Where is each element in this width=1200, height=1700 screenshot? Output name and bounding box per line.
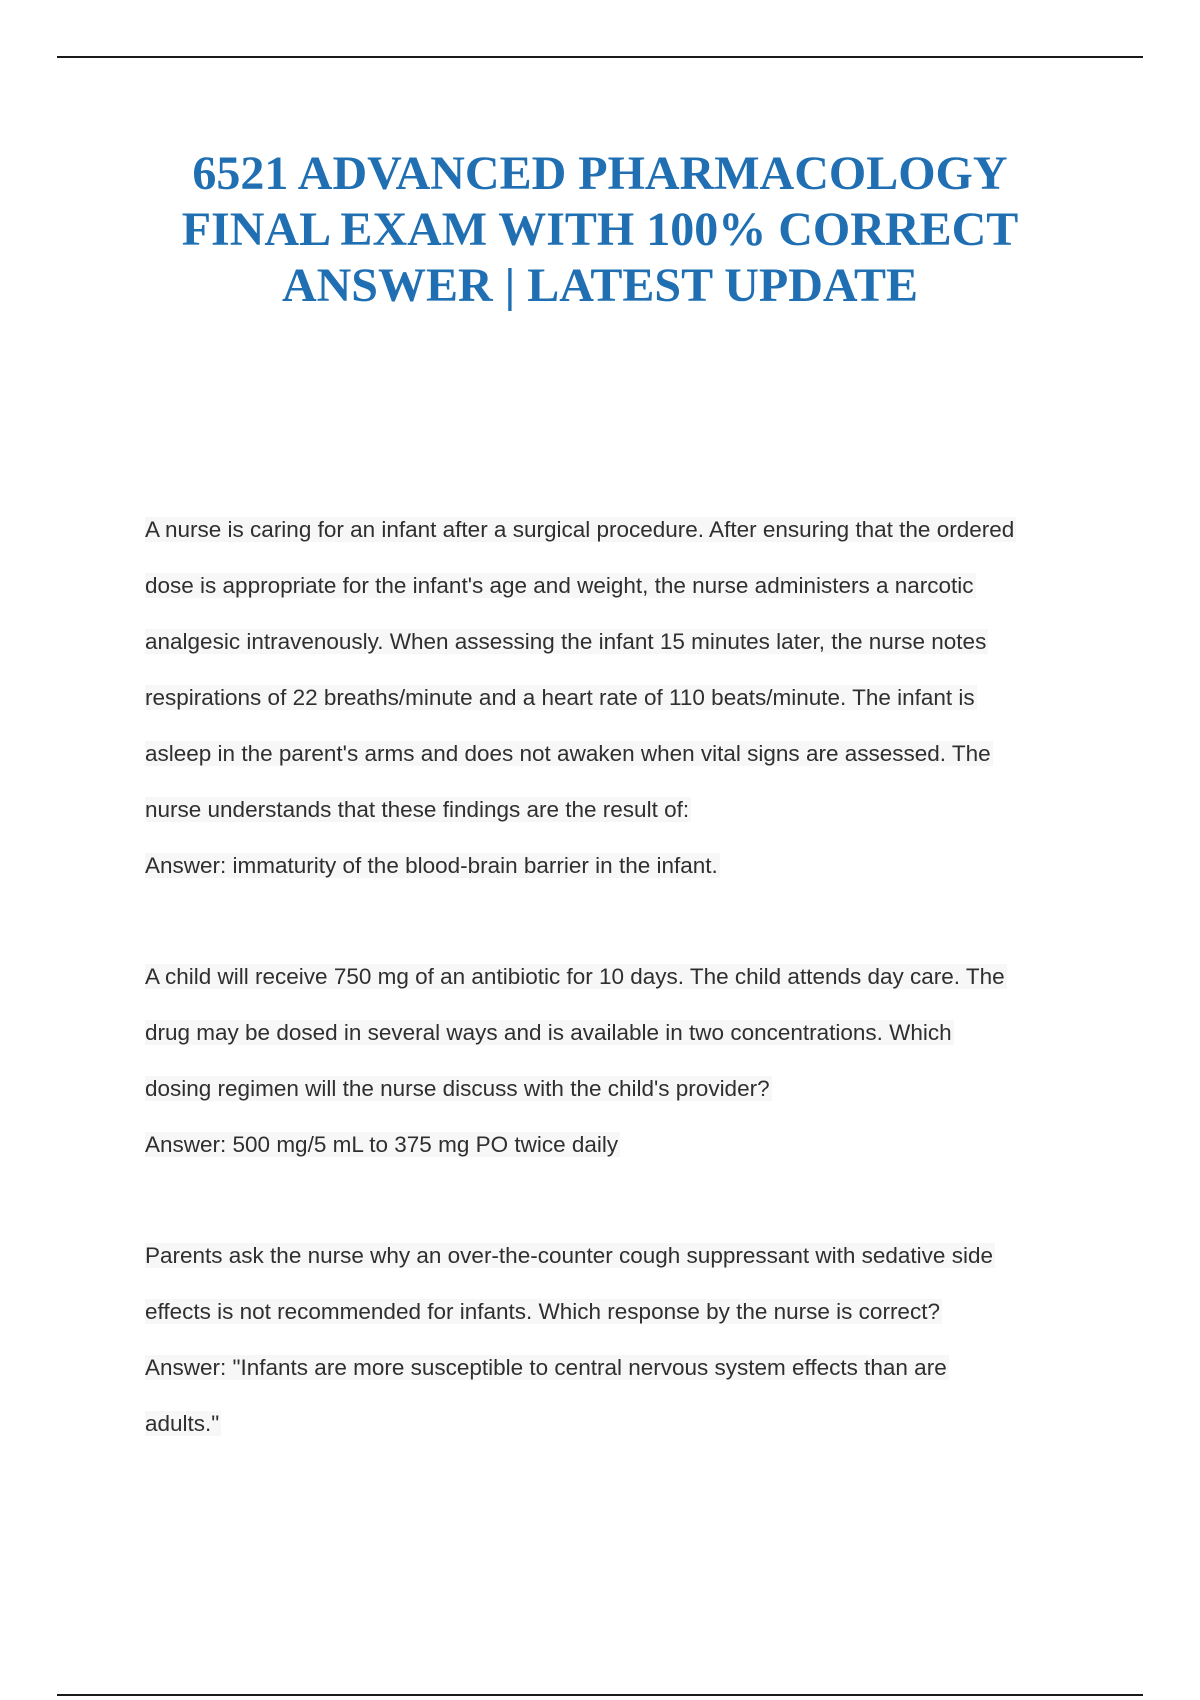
question-line: asleep in the parent's arms and does not awaken when vital signs are assessed. The bbox=[145, 741, 991, 766]
title-line: 6521 ADVANCED PHARMACOLOGY bbox=[192, 147, 1008, 200]
answer-line: Answer: "Infants are more susceptible to central nervous system effects than are bbox=[145, 1355, 947, 1380]
question-line: respirations of 22 breaths/minute and a heart rate of 110 beats/minute. The infant is bbox=[145, 685, 975, 710]
question-line: dosing regimen will the nurse discuss with the child's provider? bbox=[145, 1076, 770, 1101]
question-line: A child will receive 750 mg of an antibiotic for 10 days. The child attends day care. The bbox=[145, 964, 1005, 989]
answer-line: Answer: immaturity of the blood-brain barrier in the infant. bbox=[145, 853, 718, 878]
question-line: A nurse is caring for an infant after a surgical procedure. After ensuring that the ordered bbox=[145, 517, 1015, 542]
title-line: FINAL EXAM WITH 100% CORRECT bbox=[181, 203, 1019, 256]
document-title bbox=[60, 146, 1140, 314]
question-line: dose is appropriate for the infant's age and weight, the nurse administers a narcotic bbox=[145, 573, 974, 598]
question-line: effects is not recommended for infants. Which response by the nurse is correct? bbox=[145, 1299, 940, 1324]
answer-line: Answer: 500 mg/5 mL to 375 mg PO twice daily bbox=[145, 1132, 619, 1157]
question-line: Parents ask the nurse why an over-the-counter cough suppressant with sedative side bbox=[145, 1243, 993, 1268]
question-line: analgesic intravenously. When assessing the infant 15 minutes later, the nurse notes bbox=[145, 629, 987, 654]
top-rule bbox=[57, 56, 1143, 58]
question-list bbox=[145, 502, 1095, 1507]
bottom-rule bbox=[57, 1694, 1143, 1696]
title-line: ANSWER | LATEST UPDATE bbox=[281, 259, 919, 312]
answer-line: adults." bbox=[145, 1411, 220, 1436]
question-block bbox=[145, 502, 1095, 894]
question-block bbox=[145, 949, 1095, 1173]
question-line: nurse understands that these findings are the result of: bbox=[145, 797, 690, 822]
question-block bbox=[145, 1228, 1095, 1452]
question-line: drug may be dosed in several ways and is available in two concentrations. Which bbox=[145, 1020, 952, 1045]
